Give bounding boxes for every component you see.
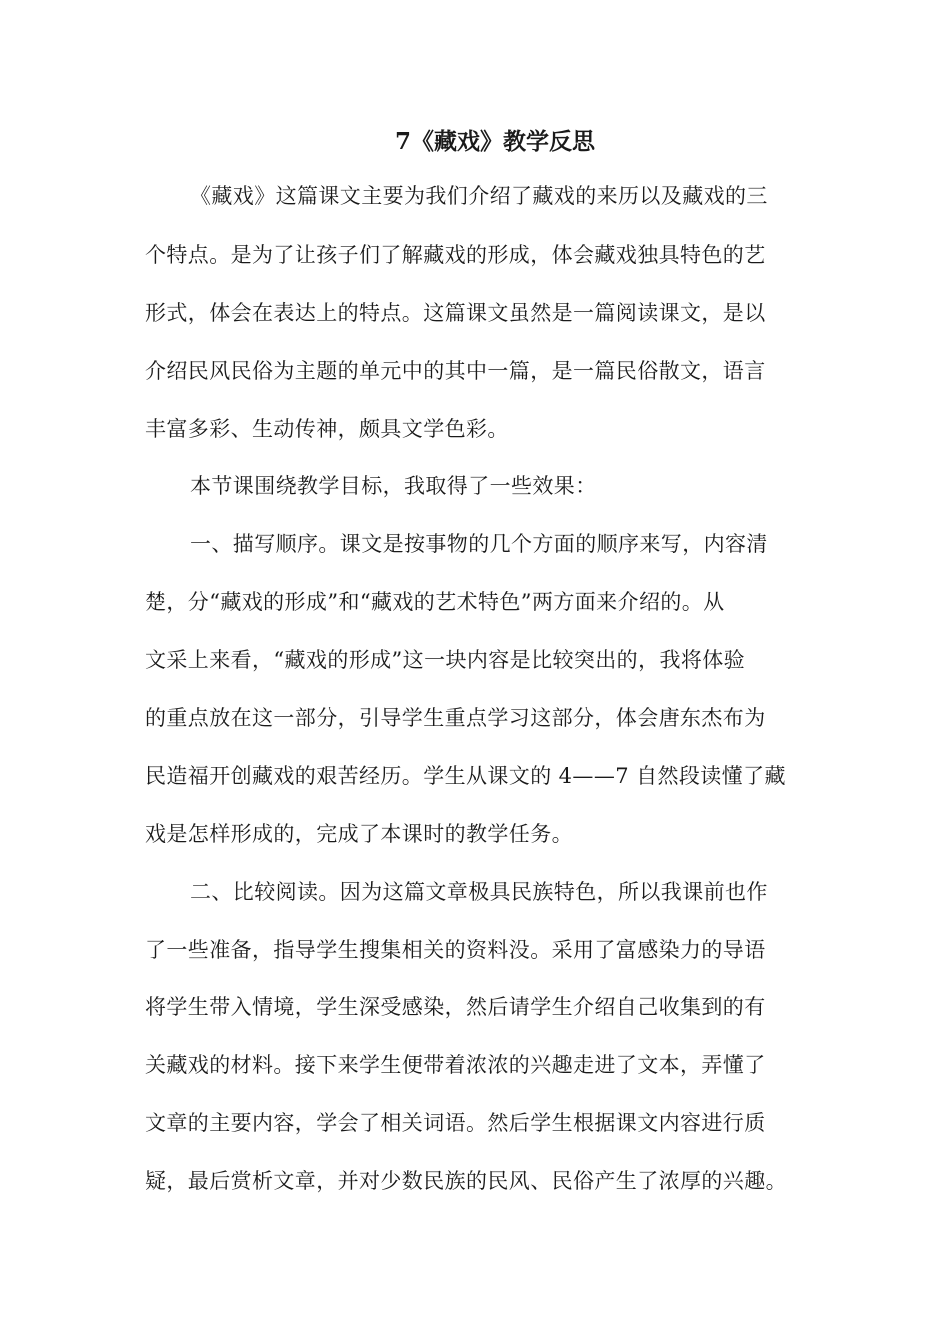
text-line: 戏是怎样形成的，完成了本课时的教学任务。 (145, 822, 573, 846)
text-line: 一、描写顺序。课文是按事物的几个方面的顺序来写，内容清 (190, 532, 768, 556)
text-line: 将学生带入情境，学生深受感染，然后请学生介绍自己收集到的有 (145, 995, 766, 1019)
text-line: 文章的主要内容，学会了相关词语。然后学生根据课文内容进行质 (145, 1111, 766, 1135)
text-line: 文采上来看，“藏戏的形成”这一块内容是比较突出的，我将体验 (145, 648, 746, 672)
text-line: 的重点放在这一部分，引导学生重点学习这部分，体会唐东杰布为 (145, 706, 766, 730)
text-line: 形式，体会在表达上的特点。这篇课文虽然是一篇阅读课文，是以 (145, 301, 766, 325)
text-line: 丰富多彩、生动传神，颇具文学色彩。 (145, 417, 509, 441)
text-line: 个特点。是为了让孩子们了解藏戏的形成，体会藏戏独具特色的艺 (145, 243, 766, 267)
text-line: 疑，最后赏析文章，并对少数民族的民风、民俗产生了浓厚的兴趣。 (145, 1169, 787, 1193)
document-title: 7《藏戏》教学反思 (394, 128, 595, 155)
text-line: 二、比较阅读。因为这篇文章极具民族特色，所以我课前也作 (190, 880, 768, 904)
text-line: 关藏戏的材料。接下来学生便带着浓浓的兴趣走进了文本，弄懂了 (145, 1053, 766, 1077)
text-line: 民造福开创藏戏的艰苦经历。学生从课文的 4——7 自然段读懂了藏 (145, 764, 786, 788)
text-line: 了一些准备，指导学生搜集相关的资料没。采用了富感染力的导语 (145, 938, 766, 962)
text-line: 楚，分“藏戏的形成”和“藏戏的艺术特色”两方面来介绍的。从 (145, 590, 725, 614)
text-line: 介绍民风民俗为主题的单元中的其中一篇，是一篇民俗散文，语言 (145, 359, 766, 383)
text-line: 本节课围绕教学目标，我取得了一些效果： (190, 474, 597, 498)
text-line: 《藏戏》这篇课文主要为我们介绍了藏戏的来历以及藏戏的三 (190, 184, 768, 208)
